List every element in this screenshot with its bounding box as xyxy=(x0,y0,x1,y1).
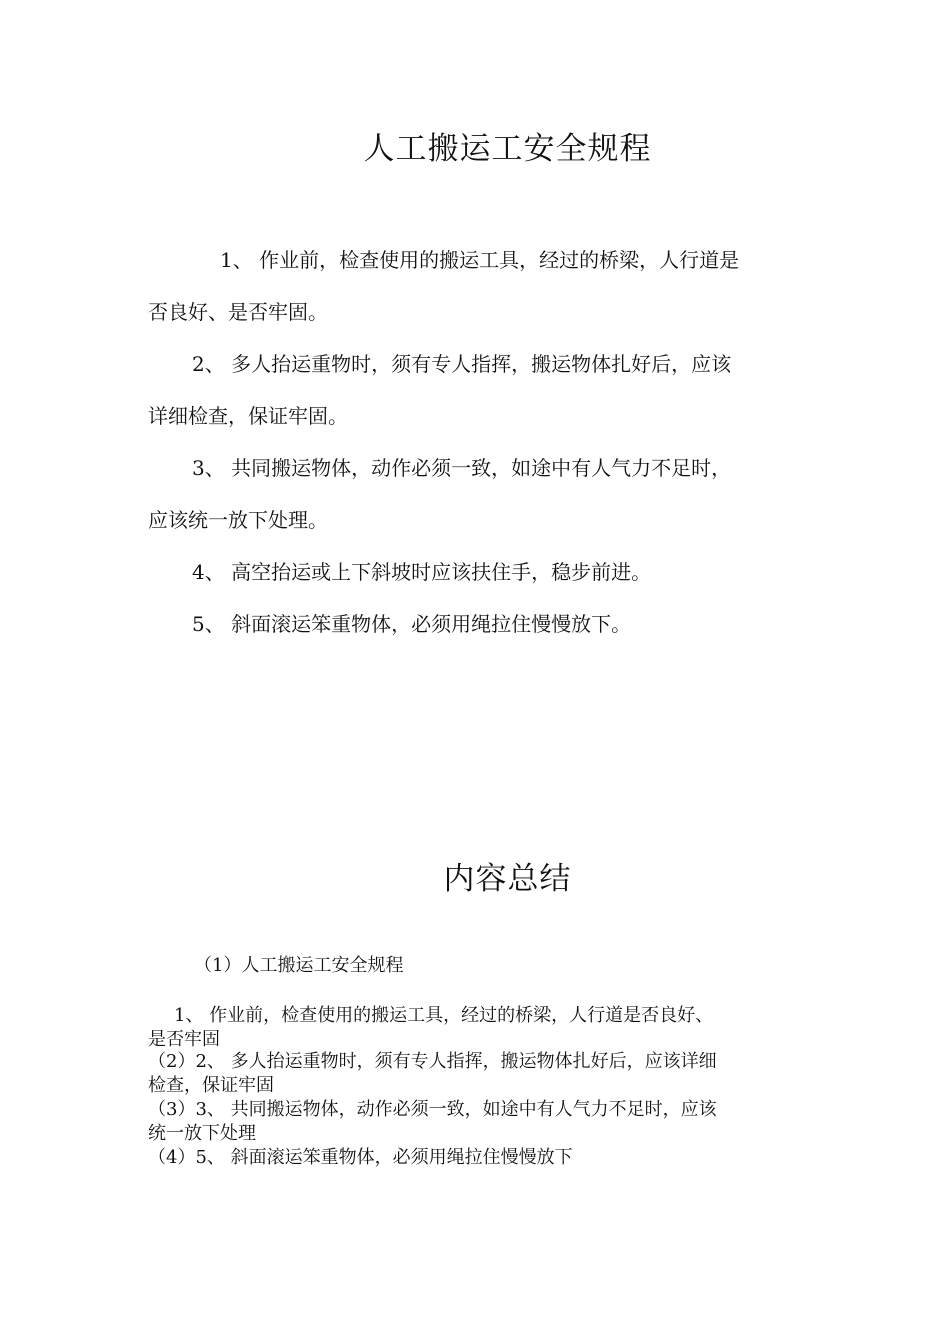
summary-item-2-line-1: （2）2、 多人抬运重物时，须有专人指挥，搬运物体扎好后，应该详细 xyxy=(148,1051,717,1072)
rule-4 xyxy=(148,546,804,598)
document-title: 人工搬运工安全规程 xyxy=(363,131,652,167)
summary-heading xyxy=(148,954,808,978)
summary-item-3-line-2: 统一放下处理 xyxy=(148,1123,256,1144)
rule-2-line-1: 2、 多人抬运重物时，须有专人指挥，搬运物体扎好后，应该 xyxy=(192,352,732,376)
rule-5-line-1: 5、 斜面滚运笨重物体，必须用绳拉住慢慢放下。 xyxy=(192,612,632,636)
rule-1-line-1: 1、 作业前，检查使用的搬运工具，经过的桥梁，人行道是 xyxy=(220,248,740,272)
rule-3-line-2: 应该统一放下处理。 xyxy=(148,508,328,532)
rule-1 xyxy=(148,234,804,338)
rule-4-line-1: 4、 高空抬运或上下斜坡时应该扶住手，稳步前进。 xyxy=(192,560,652,584)
summary-title: 内容总结 xyxy=(443,861,572,897)
rule-5 xyxy=(148,598,804,650)
summary-item-1-line-1: 1、 作业前，检查使用的搬运工具，经过的桥梁，人行道是否良好、 xyxy=(174,1005,714,1026)
summary-item-3 xyxy=(148,1098,808,1146)
summary-item-1 xyxy=(148,1004,808,1052)
summary-item-3-line-1: （3）3、 共同搬运物体，动作必须一致，如途中有人气力不足时，应该 xyxy=(148,1099,717,1120)
summary-item-2-line-2: 检查，保证牢固 xyxy=(148,1075,274,1096)
summary-heading-text: （1）人工搬运工安全规程 xyxy=(194,955,404,976)
rule-3 xyxy=(148,442,804,546)
summary-item-2 xyxy=(148,1050,808,1098)
rule-2-line-2: 详细检查，保证牢固。 xyxy=(148,404,348,428)
summary-item-4-line-1: （4）5、 斜面滚运笨重物体，必须用绳拉住慢慢放下 xyxy=(148,1147,573,1168)
rule-3-line-1: 3、 共同搬运物体，动作必须一致，如途中有人气力不足时， xyxy=(192,456,732,480)
summary-item-4 xyxy=(148,1146,808,1170)
rule-1-line-2: 否良好、是否牢固。 xyxy=(148,300,328,324)
rule-2 xyxy=(148,338,804,442)
summary-item-1-line-2: 是否牢固 xyxy=(148,1029,220,1050)
